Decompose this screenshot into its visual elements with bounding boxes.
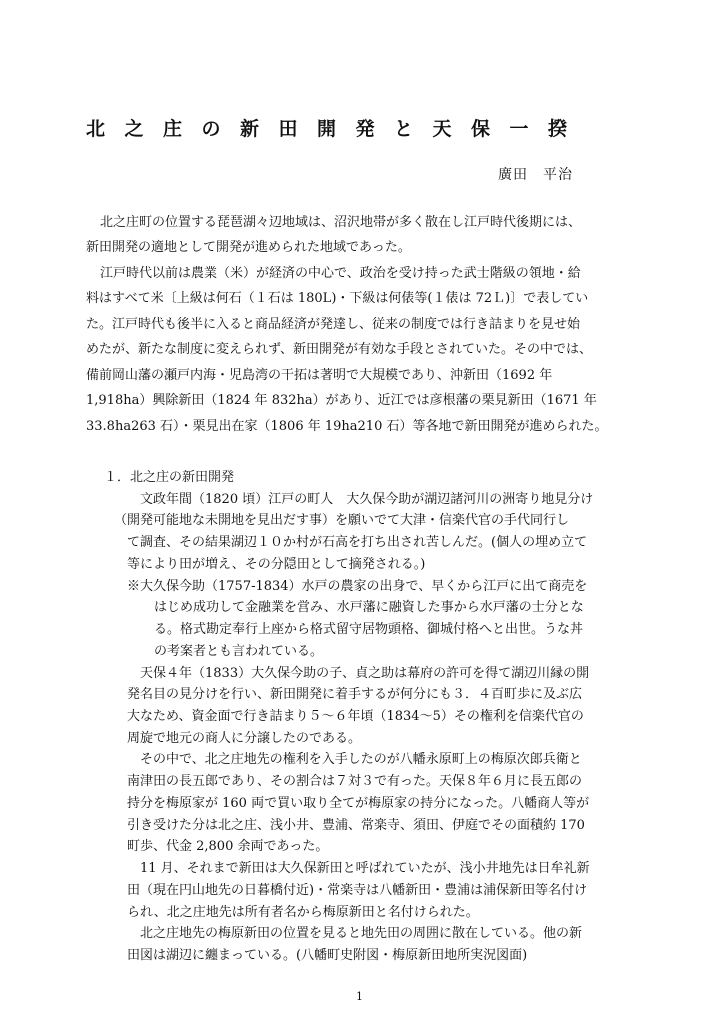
section-line: 発名目の見分けを行い、新田開発に着手するが何分にも３．４百町歩に及ぶ広 <box>127 687 583 702</box>
intro-line: 北之庄町の位置する琵琶湖々辺地域は、沼沢地帯が多く散在し江戸時代後期には、 <box>100 215 582 230</box>
section-heading: １．北之庄の新田開発 <box>104 470 235 485</box>
section-line: 天保４年（1833）大久保今助の子、貞之助は幕府の許可を得て湖辺川縁の開 <box>140 666 590 681</box>
intro-line: 江戸時代以前は農業（米）が経済の中心で、政治を受け持った武士階級の領地・給 <box>100 266 581 281</box>
section-line: 周旋で地元の商人に分譲したのである。 <box>127 731 362 746</box>
page-number: 1 <box>356 990 363 1003</box>
intro-line: た。江戸時代も後半に入ると商品経済が発達し、従来の制度では行き詰まりを見せ始 <box>86 317 581 332</box>
intro-line: 料はすべて米〔上級は何石（１石は 180L)・下級は何俵等(１俵は 72Ｌ)〕で表してい <box>86 291 589 306</box>
section-line: て調査、その結果湖辺１０か村が石高を打ち出され苦しんだ。(個人の埋め立て <box>127 535 588 550</box>
section-line: 田図は湖辺に纏まっている。(八幡町史附図・梅原新田地所実況図面) <box>127 948 528 963</box>
section-line: （開発可能地な未開地を見出だす事）を願いでて大津・信楽代官の手代同行し <box>114 513 570 528</box>
section-line: 文政年間（1820 頃）江戸の町人 大久保今助が湖辺諸河川の洲寄り地見分け <box>140 492 594 507</box>
section-line: 北之庄地先の梅原新田の位置を見ると地先田の周囲に散在している。他の新 <box>140 926 583 941</box>
intro-line: 1,918ha）興除新田（1824 年 832ha）があり、近江では彦根藩の栗見新田（1671 年 <box>86 393 597 408</box>
section-line: 引き受けた分は北之庄、浅小井、豊浦、常楽寺、須田、伊庭でその面積約 170 <box>127 818 585 833</box>
section-line: 持分を梅原家が 160 両で買い取り全てが梅原家の持分になった。八幡商人等が <box>127 796 590 811</box>
section-line: その中で、北之庄地先の権利を入手したのが八幡永原町上の梅原次郎兵衛と <box>140 752 582 767</box>
section-note-line: の考案者とも言われている。 <box>154 644 324 659</box>
section-note-line: はじめ成功して金融業を営み、水戸藩に融資した事から水戸藩の士分とな <box>154 600 584 615</box>
author-name: 廣田 平治 <box>498 167 573 183</box>
section-note-line: ※大久保今助（1757-1834）水戸の農家の出身で、早くから江戸に出て商売を <box>127 579 588 594</box>
section-line: 大なため、資金面で行き詰まり５～６年頃（1834～5）その権利を信楽代官の <box>127 709 584 724</box>
section-line: 11 月、それまで新田は大久保新田と呼ばれていたが、浅小井地先は日牟礼新 <box>140 861 590 876</box>
section-note-line: る。格式勘定奉行上座から格式留守居物頭格、御城付格へと出世。うな丼 <box>154 622 584 637</box>
section-line: 町歩、代金 2,800 余両であった。 <box>127 839 329 854</box>
document-title: 北之庄の新田開発と天保一揆 <box>86 118 587 140</box>
intro-line: 33.8ha263 石）・栗見出在家（1806 年 19ha210 石）等各地で新田開発が進められた。 <box>86 419 608 434</box>
intro-line: めたが、新たな制度に変えられず、新田開発が有効な手段とされていた。その中では、 <box>86 342 592 357</box>
section-line: られ、北之庄地先は所有者名から梅原新田と名付けられた。 <box>127 905 479 920</box>
section-line: 田（現在円山地先の日暮橋付近)・常楽寺は八幡新田・豊浦は浦保新田等名付け <box>127 883 588 898</box>
section-line: 南津田の長五郎であり、その割合は７対３で有った。天保８年６月に長五郎の <box>127 774 583 789</box>
intro-line: 新田開発の適地として開発が進められた地域であった。 <box>86 240 411 255</box>
section-line: 等により田が増え、その分隠田として摘発される。) <box>127 557 426 572</box>
intro-line: 備前岡山藩の瀬戸内海・児島湾の干拓は著明で大規模であり、沖新田（1692 年 <box>86 368 553 383</box>
